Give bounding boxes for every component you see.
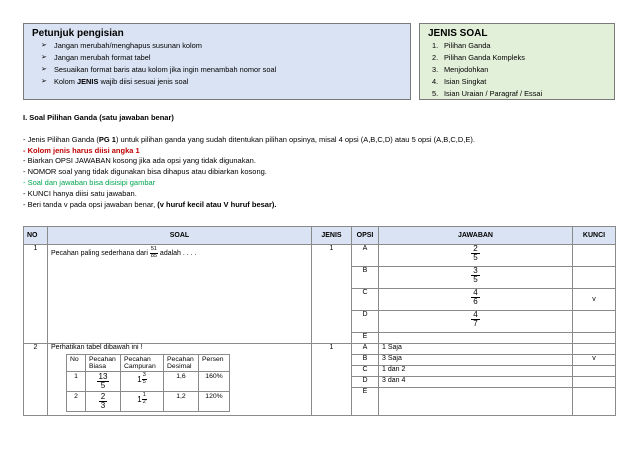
option-letter: B xyxy=(352,355,379,366)
table-header-row xyxy=(24,227,616,245)
option-letter: D xyxy=(352,311,379,333)
arrow-bullet-icon: ➢ xyxy=(41,78,47,85)
option-letter: B xyxy=(352,267,379,289)
header-soal: SOAL xyxy=(48,227,312,245)
jenis-soal-box xyxy=(419,23,615,100)
jenis-soal-item: 3. Menjodohkan xyxy=(432,65,489,74)
petunjuk-item: ➢ Sesuaikan format baris atau kolom jika ingin menambah nomor soal xyxy=(41,65,277,74)
instructions xyxy=(23,113,623,210)
header-opsi: OPSI xyxy=(352,227,379,245)
question-text[interactable]: Pecahan paling sederhana dari $\frac{51}{85}$ adalah . . . . xyxy=(48,245,312,344)
petunjuk-item: ➢ Jangan merubah/menghapus susunan kolom xyxy=(41,41,202,50)
inner-row: 1 $\frac{13}{5}$ 1 $\frac{3}{5}$ 1,6 160% xyxy=(67,372,230,392)
arrow-bullet-icon: ➢ xyxy=(41,42,47,49)
instruction-line: - Soal dan jawaban bisa disisipi gambar xyxy=(23,177,156,187)
option-letter: C xyxy=(352,366,379,377)
petunjuk-item: ➢ Kolom JENIS wajib diisi sesuai jenis soal xyxy=(41,77,189,86)
question-jenis[interactable]: 1 xyxy=(312,245,352,344)
section-heading: I. Soal Pilihan Ganda (satu jawaban benar) xyxy=(23,113,174,122)
option-answer[interactable] xyxy=(379,333,573,344)
inner-row: 2 $\frac{2}{3}$ 1 $\frac{1}{2}$ 1,2 120% xyxy=(67,392,230,412)
option-answer[interactable]: 3 Saja xyxy=(379,355,573,366)
option-answer[interactable]: 1 Saja xyxy=(379,344,573,355)
option-letter: E xyxy=(352,333,379,344)
petunjuk-pengisian-box xyxy=(23,23,411,100)
option-answer[interactable]: $\frac{3}{5}$ xyxy=(379,267,573,289)
option-kunci[interactable] xyxy=(573,333,616,344)
question-number[interactable]: 2 xyxy=(24,344,48,416)
header-no: NO xyxy=(24,227,48,245)
fraction: $\frac{51}{85}$ xyxy=(150,246,157,259)
option-kunci[interactable] xyxy=(573,366,616,377)
instruction-line: - Biarkan OPSI JAWABAN kosong jika ada opsi yang tidak digunakan. xyxy=(23,156,256,166)
option-letter: A xyxy=(352,245,379,267)
instruction-line: - KUNCI hanya diisi satu jawaban. xyxy=(23,188,137,198)
header-jenis: JENIS xyxy=(312,227,352,245)
header-jawaban: JAWABAN xyxy=(379,227,573,245)
jenis-soal-title: JENIS SOAL xyxy=(428,28,488,39)
jenis-soal-item: 1. Pilihan Ganda xyxy=(432,41,491,50)
option-answer[interactable]: 3 dan 4 xyxy=(379,377,573,388)
option-letter: C xyxy=(352,289,379,311)
table-row xyxy=(24,245,616,267)
option-letter: A xyxy=(352,344,379,355)
option-answer[interactable]: $\frac{4}{6}$ xyxy=(379,289,573,311)
jenis-soal-list xyxy=(420,40,614,100)
question-table xyxy=(23,226,616,416)
option-kunci[interactable]: v xyxy=(573,289,616,311)
option-letter: D xyxy=(352,377,379,388)
jenis-soal-item: 2. Pilihan Ganda Kompleks xyxy=(432,53,525,62)
instruction-line: - Beri tanda v pada opsi jawaban benar, (v huruf kecil atau V huruf besar). xyxy=(23,199,277,209)
fraction-table xyxy=(66,354,230,412)
question-jenis[interactable]: 1 xyxy=(312,344,352,416)
option-answer[interactable]: $\frac{4}{7}$ xyxy=(379,311,573,333)
petunjuk-title: Petunjuk pengisian xyxy=(32,28,124,39)
option-answer[interactable]: 1 dan 2 xyxy=(379,366,573,377)
header-kunci: KUNCI xyxy=(573,227,616,245)
question-text[interactable]: Perhatikan tabel dibawah ini ! No Pecahan Biasa Pecahan Campuran Pecahan Desimal Persen 1 $\frac{13}{5}$ 1 $\frac{3}{5}$ 1,6 160% 2 $\frac{2}{3}$ 1 $\frac{1}{2}$ 1,2 120% xyxy=(48,344,312,416)
option-answer[interactable]: $\frac{2}{5}$ xyxy=(379,245,573,267)
question-number[interactable]: 1 xyxy=(24,245,48,344)
petunjuk-list xyxy=(24,40,410,88)
option-kunci[interactable] xyxy=(573,344,616,355)
option-kunci[interactable] xyxy=(573,267,616,289)
option-kunci[interactable] xyxy=(573,245,616,267)
option-kunci[interactable] xyxy=(573,388,616,416)
instruction-line: - Kolom jenis harus diisi angka 1 xyxy=(23,145,140,155)
arrow-bullet-icon: ➢ xyxy=(41,54,47,61)
option-kunci[interactable]: v xyxy=(573,355,616,366)
jenis-soal-item: 5. Isian Uraian / Paragraf / Essai xyxy=(432,89,543,98)
inner-header-row: No Pecahan Biasa Pecahan Campuran Pecahan Desimal Persen xyxy=(67,355,230,372)
instruction-line: - Jenis Pilihan Ganda (PG 1) untuk pilihan ganda yang sudah ditentukan pilihan opsinya, misal 4 opsi (A,B,C,D) atau 5 opsi (A,B,C,D,E). xyxy=(23,134,475,144)
jenis-soal-item: 4. Isian Singkat xyxy=(432,77,487,86)
arrow-bullet-icon: ➢ xyxy=(41,66,47,73)
option-answer[interactable] xyxy=(379,388,573,416)
petunjuk-item: ➢ Jangan merubah format tabel xyxy=(41,53,151,62)
option-kunci[interactable] xyxy=(573,311,616,333)
instruction-line: - NOMOR soal yang tidak digunakan bisa dihapus atau dibiarkan kosong. xyxy=(23,167,267,177)
option-letter: E xyxy=(352,388,379,416)
table-row xyxy=(24,344,616,355)
option-kunci[interactable] xyxy=(573,377,616,388)
